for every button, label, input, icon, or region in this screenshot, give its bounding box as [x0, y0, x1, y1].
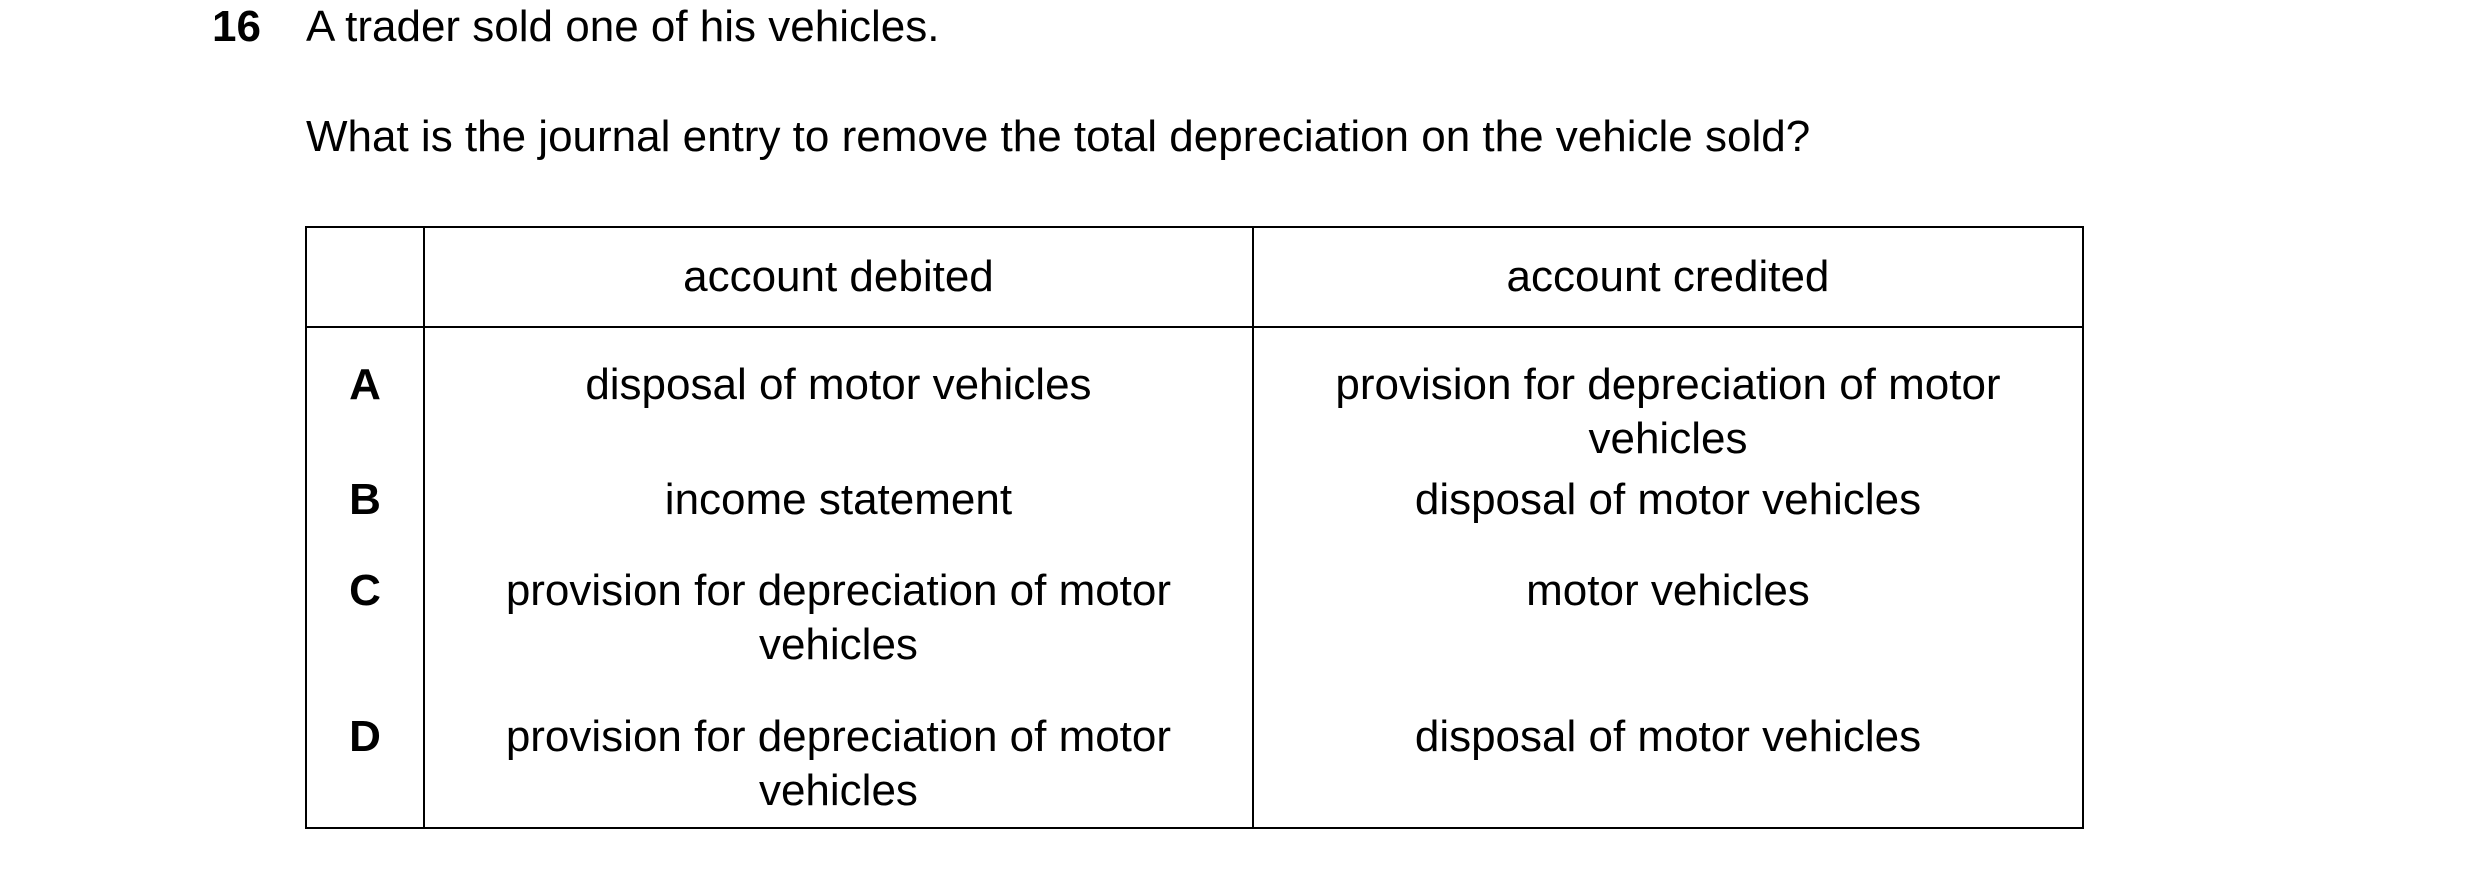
option-key-b: B [306, 473, 424, 564]
question-stem-line-1: A trader sold one of his vehicles. [306, 2, 940, 51]
option-row-a[interactable] [306, 327, 2083, 473]
option-row-c[interactable] [306, 564, 2083, 710]
option-b-debited: income statement [424, 473, 1253, 564]
option-a-debited: disposal of motor vehicles [424, 327, 1253, 473]
option-key-c: C [306, 564, 424, 710]
option-row-d[interactable] [306, 710, 2083, 828]
option-d-debited: provision for depreciation of motor vehicles [424, 710, 1253, 828]
option-key-d: D [306, 710, 424, 828]
question-stem-line-2: What is the journal entry to remove the total depreciation on the vehicle sold? [306, 112, 1811, 161]
option-a-credited: provision for depreciation of motor vehicles [1253, 327, 2083, 473]
header-option-key [306, 227, 424, 327]
option-key-a: A [306, 327, 424, 473]
question-number: 16 [212, 2, 261, 51]
table-header-row [306, 227, 2083, 327]
option-row-b[interactable] [306, 473, 2083, 564]
option-c-credited: motor vehicles [1253, 564, 2083, 710]
option-b-credited: disposal of motor vehicles [1253, 473, 2083, 564]
header-account-credited: account credited [1253, 227, 2083, 327]
header-account-debited: account debited [424, 227, 1253, 327]
option-c-debited: provision for depreciation of motor vehicles [424, 564, 1253, 710]
option-d-credited: disposal of motor vehicles [1253, 710, 2083, 828]
options-table [305, 226, 2084, 829]
